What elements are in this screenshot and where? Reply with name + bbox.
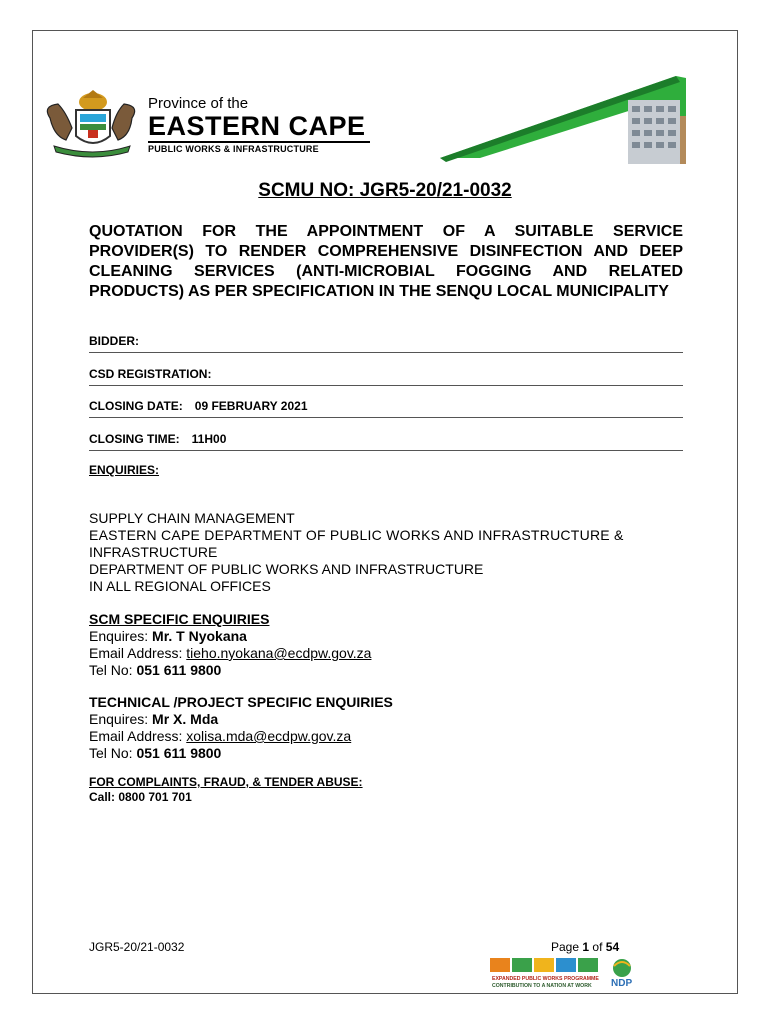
bidder-label: BIDDER: bbox=[89, 334, 139, 348]
ndp-label: NDP bbox=[611, 978, 633, 989]
technical-heading: TECHNICAL /PROJECT SPECIFIC ENQUIRIES bbox=[89, 694, 393, 710]
page-current: 1 bbox=[582, 940, 590, 954]
technical-email-label: Email Address: bbox=[89, 728, 183, 744]
technical-enquiries-block bbox=[89, 694, 689, 762]
of-word: of bbox=[592, 940, 603, 954]
scm-email-label: Email Address: bbox=[89, 645, 183, 661]
coat-of-arms-icon bbox=[36, 88, 146, 158]
epwp-line-1: EXPANDED PUBLIC WORKS PROGRAMME bbox=[492, 976, 599, 982]
scm-tel-label: Tel No: bbox=[89, 662, 133, 678]
closing-time-value: 11H00 bbox=[191, 432, 227, 446]
technical-enquires-label: Enquires: bbox=[89, 711, 149, 727]
department-name: PUBLIC WORKS & INFRASTRUCTURE bbox=[148, 144, 319, 154]
bidder-row bbox=[89, 334, 683, 353]
scm-tel-number: 051 611 9800 bbox=[136, 662, 222, 678]
page-total: 54 bbox=[605, 940, 620, 954]
closing-date-label: CLOSING DATE: bbox=[89, 399, 183, 413]
complaints-block bbox=[89, 775, 689, 805]
address-line: IN ALL REGIONAL OFFICES bbox=[89, 578, 271, 594]
closing-time-label: CLOSING TIME: bbox=[89, 432, 180, 446]
footer-reference: JGR5-20/21-0032 bbox=[89, 940, 185, 954]
scm-enquiries-block bbox=[89, 611, 689, 679]
technical-contact-name: Mr X. Mda bbox=[152, 711, 219, 727]
scmu-number: SCMU NO: JGR5-20/21-0032 bbox=[258, 180, 512, 201]
complaints-heading: FOR COMPLAINTS, FRAUD, & TENDER ABUSE: bbox=[89, 775, 363, 789]
quotation-title: QUOTATION FOR THE APPOINTMENT OF A SUITABLE SERVICE PROVIDER(S) TO RENDER COMPREHENSIVE DISINFECTION AND DEEP CLEANING SERVICES (ANTI-MICROBIAL FOGGING AND RELATED PRODUCTS) AS PER SPECIFICATION IN THE SENQU LOCAL MUNICIPALITY bbox=[89, 223, 683, 300]
technical-email-link[interactable]: xolisa.mda@ecdpw.gov.za bbox=[186, 728, 352, 744]
technical-tel-label: Tel No: bbox=[89, 745, 133, 761]
scm-contact-name: Mr. T Nyokana bbox=[152, 628, 247, 644]
enquiries-label: ENQUIRIES: bbox=[89, 463, 160, 477]
complaints-call: Call: 0800 701 701 bbox=[89, 790, 192, 804]
epwp-ndp-logo bbox=[490, 956, 638, 990]
address-block bbox=[89, 510, 689, 595]
closing-time-row bbox=[89, 432, 683, 451]
province-of-label: Province of the bbox=[148, 95, 249, 112]
closing-date-row bbox=[89, 399, 683, 418]
scm-email-link[interactable]: tieho.nyokana@ecdpw.gov.za bbox=[186, 645, 372, 661]
green-roof-banner bbox=[440, 76, 686, 166]
epwp-line-2: CONTRIBUTION TO A NATION AT WORK bbox=[492, 983, 592, 989]
address-line: SUPPLY CHAIN MANAGEMENT bbox=[89, 510, 295, 526]
scm-enquires-label: Enquires: bbox=[89, 628, 149, 644]
address-line: DEPARTMENT OF PUBLIC WORKS AND INFRASTRUCTURE bbox=[89, 561, 484, 577]
page-number bbox=[551, 940, 619, 954]
address-line: INFRASTRUCTURE bbox=[89, 544, 218, 560]
province-name: EASTERN CAPE bbox=[148, 111, 366, 141]
province-logo-text bbox=[148, 96, 388, 155]
address-line: EASTERN CAPE DEPARTMENT OF PUBLIC WORKS AND INFRASTRUCTURE & bbox=[89, 527, 624, 543]
csd-registration-label: CSD REGISTRATION: bbox=[89, 367, 212, 381]
technical-tel-number: 051 611 9800 bbox=[136, 745, 222, 761]
closing-date-value: 09 FEBRUARY 2021 bbox=[194, 399, 308, 413]
csd-registration-row bbox=[89, 367, 683, 386]
scm-heading: SCM SPECIFIC ENQUIRIES bbox=[89, 611, 270, 627]
page-word: Page bbox=[551, 940, 580, 954]
